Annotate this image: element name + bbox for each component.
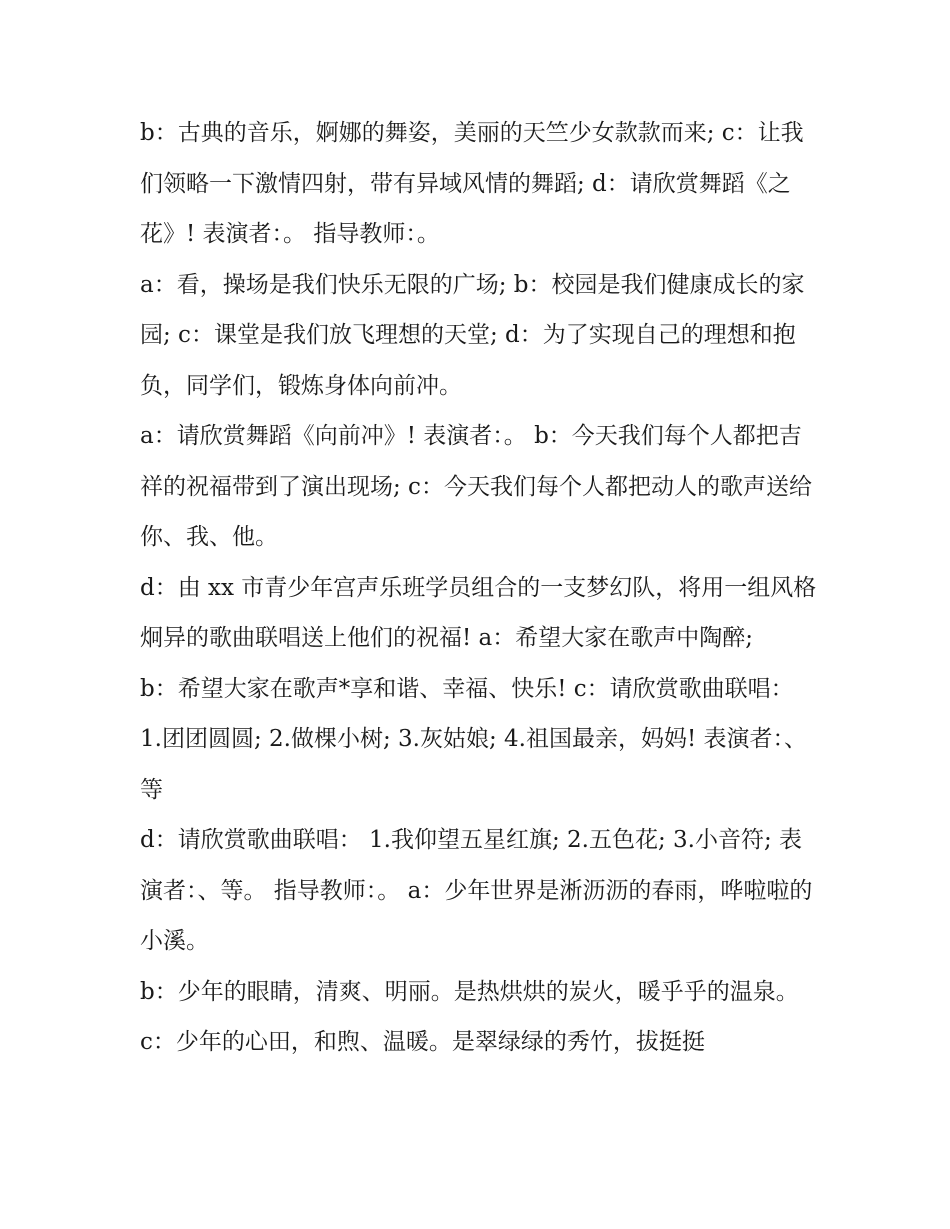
document-page	[140, 108, 820, 1068]
paragraph: a：请欣赏舞蹈《向前冲》! 表演者：。 b：今天我们每个人都把吉祥的祝福带到了演出现场; c：今天我们每个人都把动人的歌声送给你、我、他。	[140, 423, 812, 550]
paragraph: d：请欣赏歌曲联唱： 1.我仰望五星红旗; 2.五色花; 3.小音符; 表演者：、等。 指导教师：。 a：少年世界是淅沥沥的春雨，哗啦啦的小溪。	[140, 827, 813, 954]
paragraph: a：看，操场是我们快乐无限的广场; b：校园是我们健康成长的家园; c：课堂是我们放飞理想的天堂; d：为了实现自己的理想和抱负，同学们，锻炼身体向前冲。	[140, 271, 805, 399]
paragraph: d：由 xx 市青少年宫声乐班学员组合的一支梦幻队，将用一组风格炯异的歌曲联唱送上他们的祝福! a：希望大家在歌声中陶醉;	[140, 574, 817, 651]
paragraph: b：希望大家在歌声*享和谐、幸福、快乐! c：请欣赏歌曲联唱： 1.团团圆圆; 2.做棵小树; 3.灰姑娘; 4.祖国最亲，妈妈! 表演者：、等	[140, 675, 808, 803]
paragraph: b：古典的音乐，婀娜的舞姿，美丽的天竺少女款款而来; c：让我们领略一下激情四射，带有异域风情的舞蹈; d：请欣赏舞蹈《之花》! 表演者：。 指导教师：。	[140, 120, 804, 247]
paragraph: b：少年的眼睛，清爽、明丽。是热烘烘的炭火，暖乎乎的温泉。 c：少年的心田，和煦、温暖。是翠绿绿的秀竹，拔挺挺	[140, 978, 799, 1055]
